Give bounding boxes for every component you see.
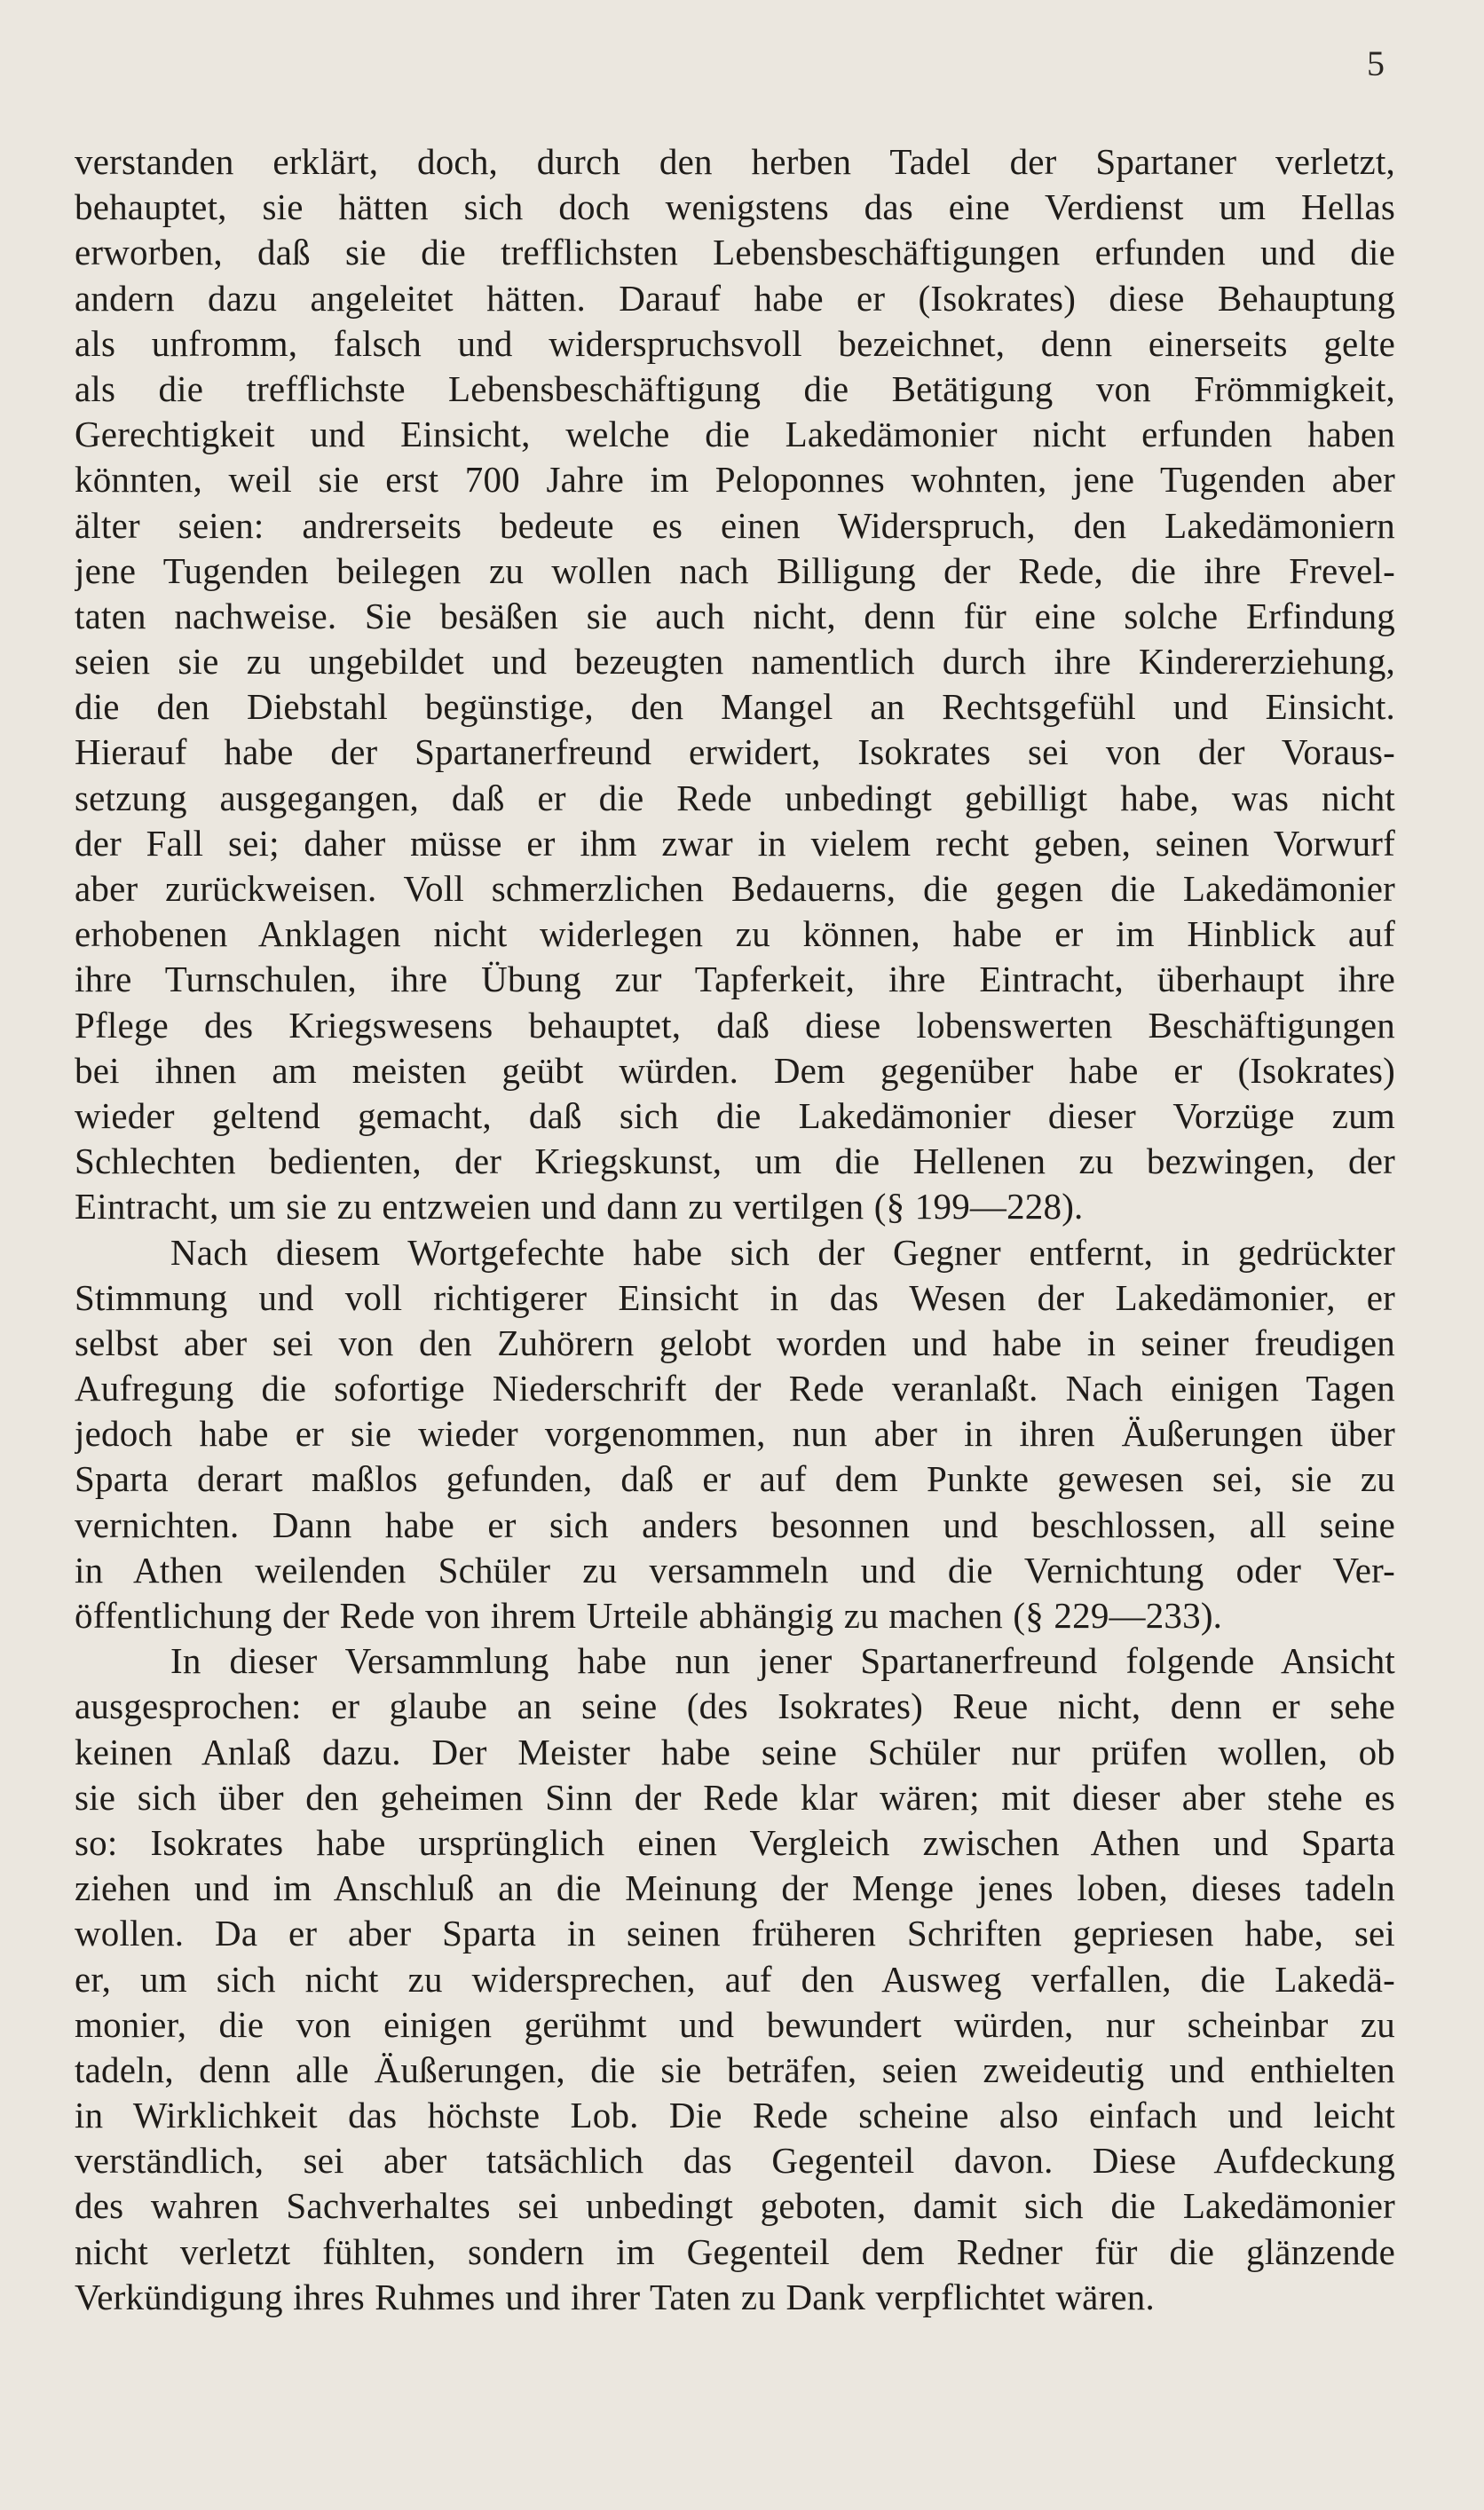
text-line: in Wirklichkeit das höchste Lob. Die Rede scheine also einfach und leicht (75, 2095, 1395, 2136)
text-line: seien sie zu ungebildet und bezeugten namentlich durch ihre Kindererziehung, (75, 641, 1395, 683)
text-line: verstanden erklärt, doch, durch den herben Tadel der Spartaner verletzt, (75, 141, 1395, 182)
text-line: bei ihnen am meisten geübt würden. Dem gegenüber habe er (Isokrates) (75, 1049, 1395, 1091)
text-line: in Athen weilenden Schüler zu versammeln und die Vernichtung oder Ver- (75, 1549, 1395, 1590)
text-line: Aufregung die sofortige Niederschrift der Rede veranlaßt. Nach einigen Tagen (75, 1368, 1395, 1409)
text-line: der Fall sei; daher müsse er ihm zwar in vielem recht geben, seinen Vorwurf (75, 822, 1395, 864)
text-line: des wahren Sachverhaltes sei unbedingt geboten, damit sich die Lakedämonier (75, 2185, 1395, 2227)
text-line: er, um sich nicht zu widersprechen, auf den Ausweg verfallen, die Lakedä- (75, 1958, 1395, 2000)
text-line: sie sich über den geheimen Sinn der Rede klar wären; mit dieser aber stehe es (75, 1776, 1395, 1818)
text-line: die den Diebstahl begünstige, den Mangel an Rechtsgefühl und Einsicht. (75, 686, 1395, 728)
text-line: keinen Anlaß dazu. Der Meister habe seine Schüler nur prüfen wollen, ob (75, 1731, 1395, 1772)
text-line: Stimmung und voll richtigerer Einsicht in das Wesen der Lakedämonier, er (75, 1276, 1395, 1318)
text-line: In dieser Versammlung habe nun jener Spartanerfreund folgende Ansicht (170, 1640, 1395, 1682)
text-line: taten nachweise. Sie besäßen sie auch nicht, denn für eine solche Erfindung (75, 595, 1395, 636)
text-line: Sparta derart maßlos gefunden, daß er auf dem Punkte gewesen sei, sie zu (75, 1458, 1395, 1500)
text-line: wieder geltend gemacht, daß sich die Lakedämonier dieser Vorzüge zum (75, 1094, 1395, 1136)
text-line: Gerechtigkeit und Einsicht, welche die Lakedämonier nicht erfunden haben (75, 414, 1395, 455)
text-line: aber zurückweisen. Voll schmerzlichen Bedauerns, die gegen die Lakedämonier (75, 868, 1395, 909)
text-line: Hierauf habe der Spartanerfreund erwidert, Isokrates sei von der Voraus- (75, 731, 1395, 773)
text-line: jene Tugenden beilegen zu wollen nach Billigung der Rede, die ihre Frevel- (75, 549, 1395, 591)
text-line: vernichten. Dann habe er sich anders besonnen und beschlossen, all seine (75, 1504, 1395, 1545)
text-line: erhobenen Anklagen nicht widerlegen zu können, habe er im Hinblick auf (75, 913, 1395, 955)
text-line: als unfromm, falsch und widerspruchsvoll bezeichnet, denn einerseits gelte (75, 322, 1395, 364)
text-line: Nach diesem Wortgefechte habe sich der Gegner entfernt, in gedrückter (170, 1231, 1395, 1273)
body-text (75, 139, 1395, 2320)
text-line: tadeln, denn alle Äußerungen, die sie beträfen, seien zweideutig und enthielten (75, 2048, 1395, 2090)
text-line: öffentlichung der Rede von ihrem Urteile abhängig zu machen (§ 229—233). (75, 1595, 1223, 1636)
text-line: älter seien: andrerseits bedeute es einen Widerspruch, den Lakedämoniern (75, 504, 1395, 546)
text-line: behauptet, sie hätten sich doch wenigstens das eine Verdienst um Hellas (75, 186, 1395, 228)
text-line: Verkündigung ihres Ruhmes und ihrer Taten zu Dank verpflichtet wären. (75, 2276, 1155, 2317)
text-line: ausgesprochen: er glaube an seine (des Isokrates) Reue nicht, denn er sehe (75, 1685, 1395, 1727)
text-line: könnten, weil sie erst 700 Jahre im Peloponnes wohnten, jene Tugenden aber (75, 459, 1395, 501)
text-line: verständlich, sei aber tatsächlich das Gegenteil davon. Diese Aufdeckung (75, 2140, 1395, 2182)
text-line: Eintracht, um sie zu entzweien und dann zu vertilgen (§ 199—228). (75, 1186, 1084, 1227)
text-line: selbst aber sei von den Zuhörern gelobt worden und habe in seiner freudigen (75, 1322, 1395, 1363)
text-line: so: Isokrates habe ursprünglich einen Vergleich zwischen Athen und Sparta (75, 1821, 1395, 1863)
text-line: nicht verletzt fühlten, sondern im Gegenteil dem Redner für die glänzende (75, 2230, 1395, 2272)
text-line: erworben, daß sie die trefflichsten Lebensbeschäftigungen erfunden und die (75, 232, 1395, 273)
text-line: Pflege des Kriegswesens behauptet, daß diese lobenswerten Beschäftigungen (75, 1004, 1395, 1046)
text-line: setzung ausgegangen, daß er die Rede unbedingt gebilligt habe, was nicht (75, 777, 1395, 818)
text-line: monier, die von einigen gerühmt und bewundert würden, nur scheinbar zu (75, 2003, 1395, 2045)
text-line: jedoch habe er sie wieder vorgenommen, nun aber in ihren Äußerungen über (75, 1413, 1395, 1455)
text-line: ihre Turnschulen, ihre Übung zur Tapferkeit, ihre Eintracht, überhaupt ihre (75, 959, 1395, 1000)
text-line: ziehen und im Anschluß an die Meinung der Menge jenes loben, dieses tadeln (75, 1867, 1395, 1909)
text-line: andern dazu angeleitet hätten. Darauf habe er (Isokrates) diese Behauptung (75, 277, 1395, 319)
text-line: wollen. Da er aber Sparta in seinen früheren Schriften gepriesen habe, sei (75, 1913, 1395, 1954)
page-number: 5 (1367, 43, 1385, 83)
text-line: als die trefflichste Lebensbeschäftigung die Betätigung von Frömmigkeit, (75, 367, 1395, 409)
text-line: Schlechten bedienten, der Kriegskunst, um die Hellenen zu bezwingen, der (75, 1141, 1395, 1182)
